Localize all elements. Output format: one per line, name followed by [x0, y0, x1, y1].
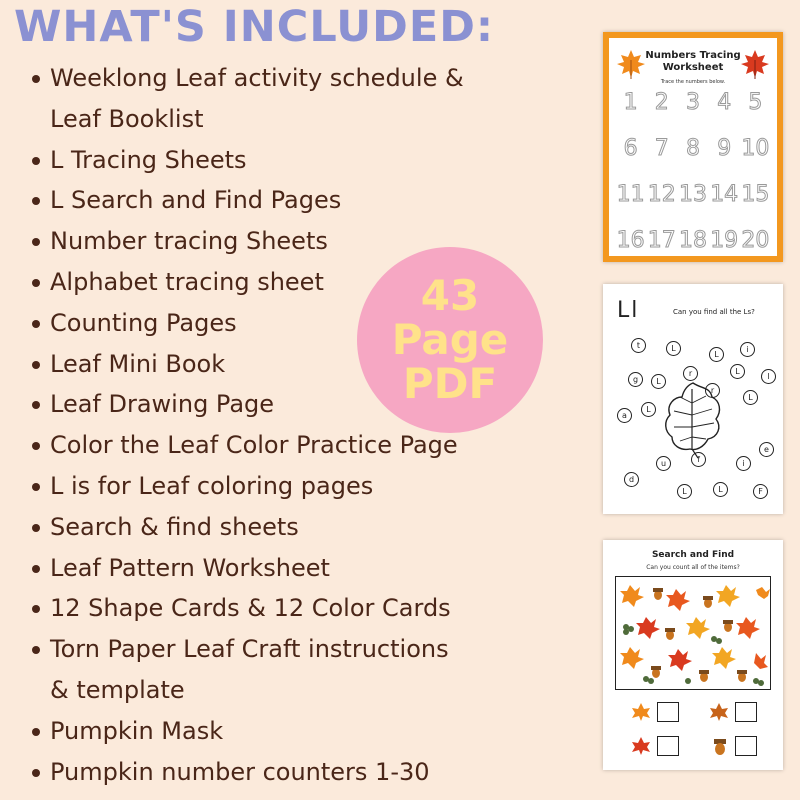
acorn-icon — [713, 738, 727, 756]
letter-circle: f — [691, 452, 706, 467]
sheet-instructions: Trace the numbers below. — [660, 79, 726, 85]
tracing-number: 15 — [741, 182, 770, 207]
list-item — [30, 752, 510, 793]
letter-circle: l — [761, 369, 776, 384]
search-and-find-preview — [603, 540, 783, 770]
tracing-number: 12 — [647, 182, 676, 207]
leaf-icon — [709, 702, 729, 722]
letter-circle: u — [656, 456, 671, 471]
letter-circle: t — [631, 338, 646, 353]
list-item — [30, 466, 510, 507]
tracing-number: 3 — [685, 90, 700, 115]
sheet-instructions: Can you count all of the items? — [646, 564, 740, 571]
list-item — [30, 140, 510, 181]
leaf-icon — [620, 585, 770, 671]
list-item-text: Color the Leaf Color Practice Page — [50, 431, 458, 460]
list-item-text: Leaf Drawing Page — [50, 390, 275, 419]
tracing-number: 19 — [710, 228, 739, 253]
badge-word-page: Page — [391, 315, 509, 364]
letter-circle: L — [743, 390, 758, 405]
letter-circle: L — [666, 341, 681, 356]
scattered-items — [616, 577, 770, 689]
list-item-text: L Tracing Sheets — [50, 145, 247, 174]
tracing-number: 4 — [717, 90, 732, 115]
list-item-text: Torn Paper Leaf Craft instructions — [50, 635, 449, 664]
tracing-number: 10 — [741, 136, 770, 161]
count-box — [657, 736, 679, 756]
list-item-text: Pumpkin number counters 1-30 — [50, 757, 430, 786]
sheet-title-line: Numbers Tracing — [645, 50, 741, 61]
tracing-number: 18 — [678, 228, 707, 253]
tracing-number: 20 — [741, 228, 770, 253]
letter-circle: L — [709, 347, 724, 362]
list-item-text: Search & find sheets — [50, 512, 299, 541]
sheet-big-letters: Ll — [617, 298, 640, 323]
leaf-icon — [631, 736, 651, 756]
list-item-text: Leaf Pattern Worksheet — [50, 553, 330, 582]
tracing-number: 14 — [710, 182, 739, 207]
tracing-number: 2 — [654, 90, 669, 115]
letter-circle: i — [736, 456, 751, 471]
list-item — [30, 629, 510, 711]
sheet-title — [609, 50, 777, 74]
list-item — [30, 711, 510, 752]
letter-circle: a — [617, 408, 632, 423]
leaf-icon — [631, 702, 651, 722]
list-item-text: L is for Leaf coloring pages — [50, 471, 374, 500]
letter-circle: F — [753, 484, 768, 499]
letter-circle: L — [713, 482, 728, 497]
tracing-number: 9 — [717, 136, 732, 161]
tracing-number: 8 — [685, 136, 700, 161]
page-title: WHAT'S INCLUDED: — [14, 2, 495, 52]
list-item-text-continued: & template — [50, 675, 185, 704]
page-count-badge — [357, 247, 543, 433]
list-item-text: Pumpkin Mask — [50, 716, 224, 745]
search-find-area — [615, 576, 771, 690]
tracing-numbers-grid — [615, 90, 771, 254]
tracing-number: 7 — [654, 136, 669, 161]
letter-circle: g — [628, 372, 643, 387]
list-item-text: L Search and Find Pages — [50, 186, 342, 215]
sheet-question: Can you find all the Ls? — [673, 308, 755, 316]
letter-circle: e — [759, 442, 774, 457]
count-box — [735, 736, 757, 756]
letter-circle: L — [677, 484, 692, 499]
badge-number: 43 — [420, 271, 480, 320]
count-box — [735, 702, 757, 722]
sheet-title: Search and Find — [651, 550, 735, 560]
letter-search-preview — [603, 284, 783, 514]
tracing-number: 17 — [647, 228, 676, 253]
list-item-text: Leaf Mini Book — [50, 349, 226, 378]
list-item — [30, 588, 510, 629]
list-item-text-continued: Leaf Booklist — [50, 104, 204, 133]
leaf-outline-icon — [658, 379, 728, 459]
badge-word-pdf: PDF — [402, 359, 498, 408]
numbers-tracing-preview — [603, 32, 783, 262]
tracing-number: 13 — [678, 182, 707, 207]
letter-circle: r — [683, 366, 698, 381]
letter-circle: r — [705, 383, 720, 398]
letter-circle: i — [740, 342, 755, 357]
list-item — [30, 548, 510, 589]
letter-circle: L — [651, 374, 666, 389]
letter-circle: L — [730, 364, 745, 379]
list-item — [30, 507, 510, 548]
tracing-number: 6 — [623, 136, 638, 161]
sheet-title-line: Worksheet — [662, 62, 724, 73]
list-item-text: 12 Shape Cards & 12 Color Cards — [50, 594, 451, 623]
list-item-text: Alphabet tracing sheet — [50, 267, 324, 296]
list-item — [30, 58, 510, 140]
tracing-number: 16 — [616, 228, 645, 253]
list-item — [30, 180, 510, 221]
tracing-number: 11 — [616, 182, 645, 207]
count-box — [657, 702, 679, 722]
list-item-text: Number tracing Sheets — [50, 227, 328, 256]
tracing-number: 5 — [748, 90, 763, 115]
tracing-number: 1 — [623, 90, 638, 115]
list-item-text: Counting Pages — [50, 308, 237, 337]
letter-circle: L — [641, 402, 656, 417]
list-item-text: Weeklong Leaf activity schedule & — [50, 64, 464, 92]
letter-circle: d — [624, 472, 639, 487]
